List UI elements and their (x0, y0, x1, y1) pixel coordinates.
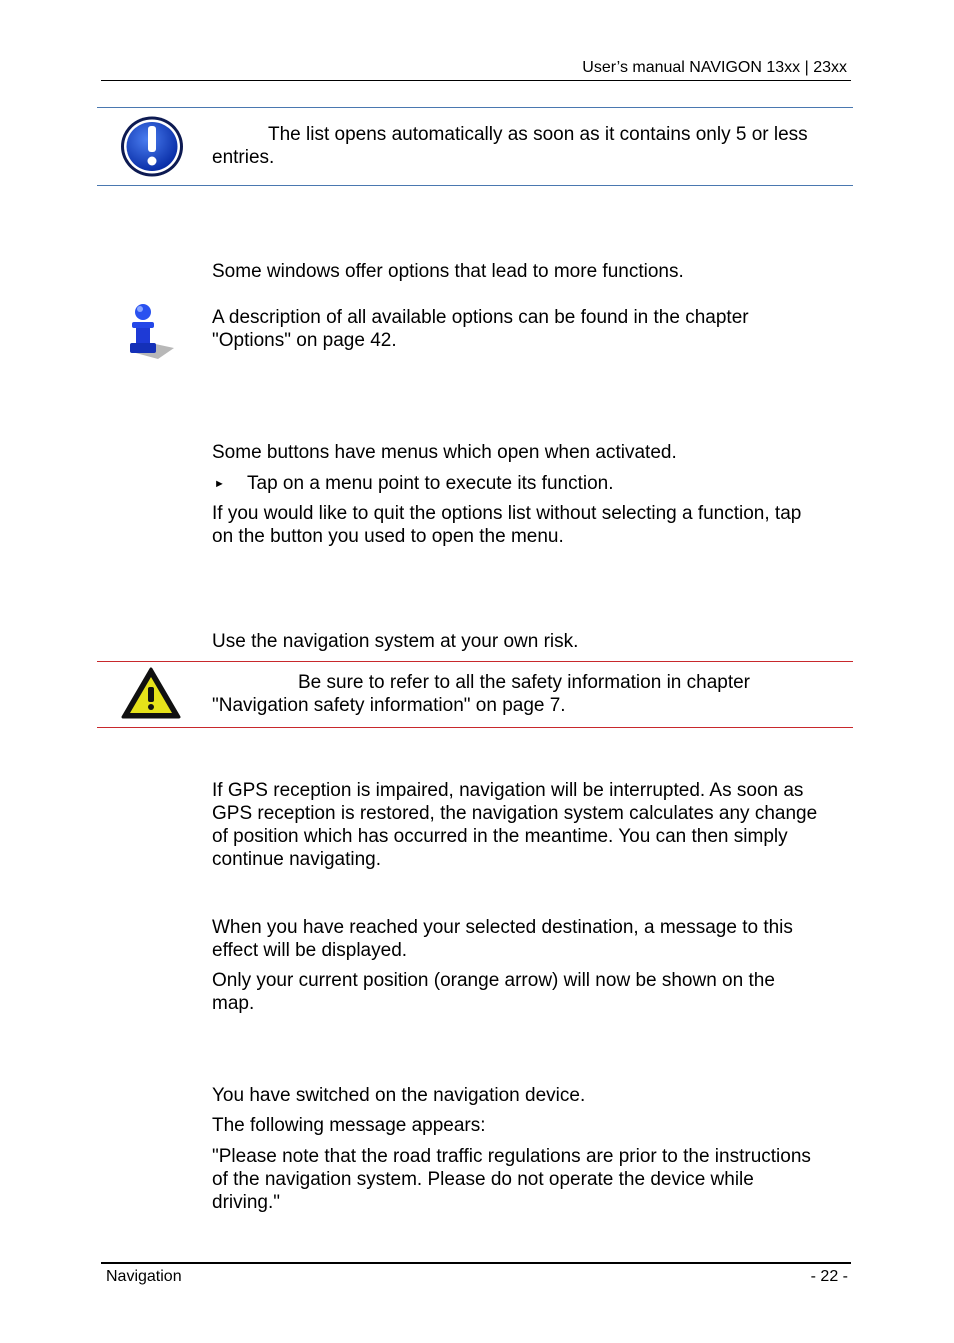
destination-line4: map. (212, 993, 255, 1014)
switch-on-text: You have switched on the navigation device. (212, 1085, 586, 1106)
footer-section: Navigation (106, 1268, 182, 1285)
footer-page-number: - 22 - (810, 1268, 848, 1285)
info-figure-icon (124, 302, 176, 359)
quote-line2: of the navigation system. Please do not operate the device while (212, 1169, 754, 1190)
warning-triangle-icon (121, 667, 181, 720)
gps-line4: continue navigating. (212, 849, 382, 870)
note-text-line2: entries. (212, 147, 275, 168)
note-box-top-rule (97, 107, 853, 108)
destination-line1: When you have reached your selected destination, a message to this (212, 917, 793, 938)
menus-quit-line2: on the button you used to open the menu. (212, 526, 564, 547)
note-box-bottom-rule (97, 185, 853, 186)
bullet-arrow-icon: ► (214, 478, 225, 490)
warning-box-top-rule (97, 661, 853, 662)
gps-line2: GPS reception is restored, the navigation system calculates any change (212, 803, 818, 824)
options-desc-line2: "Options" on page 42. (212, 330, 397, 351)
menus-intro: Some buttons have menus which open when activated. (212, 442, 677, 463)
risk-text: Use the navigation system at your own risk. (212, 631, 579, 652)
note-text-line1: The list opens automatically as soon as it contains only 5 or less (268, 124, 808, 145)
footer-rule (101, 1262, 851, 1264)
warning-text-line2: "Navigation safety information" on page 7. (212, 695, 566, 716)
header-rule (101, 80, 851, 81)
menus-bullet-text: Tap on a menu point to execute its function. (247, 473, 614, 494)
options-desc-line1: A description of all available options can be found in the chapter (212, 307, 749, 328)
gps-line1: If GPS reception is impaired, navigation will be interrupted. As soon as (212, 780, 804, 801)
gps-line3: of position which has occurred in the meantime. You can then simply (212, 826, 788, 847)
header-title: User’s manual NAVIGON 13xx | 23xx (582, 59, 847, 76)
exclamation-info-icon (119, 115, 185, 178)
destination-line3: Only your current position (orange arrow) will now be shown on the (212, 970, 775, 991)
message-appears-text: The following message appears: (212, 1115, 486, 1136)
quote-line1: "Please note that the road traffic regulations are prior to the instructions (212, 1146, 811, 1167)
warning-box-bottom-rule (97, 727, 853, 728)
destination-line2: effect will be displayed. (212, 940, 408, 961)
quote-line3: driving." (212, 1192, 280, 1213)
menus-quit-line1: If you would like to quit the options list without selecting a function, tap (212, 503, 802, 524)
options-intro: Some windows offer options that lead to more functions. (212, 261, 684, 282)
warning-text-line1: Be sure to refer to all the safety information in chapter (298, 672, 751, 693)
